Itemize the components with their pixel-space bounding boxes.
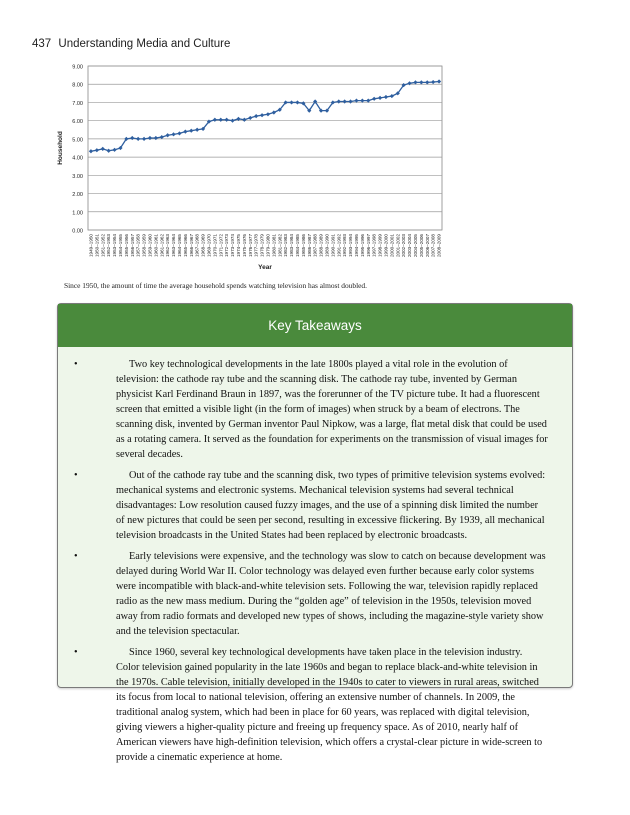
x-tick-label: 1972–1973 [224, 234, 230, 257]
y-tick-label: 2.00 [72, 192, 83, 199]
takeaway-text: Out of the cathode ray tube and the scanning disk, two types of primitive television systems evolved: mechanical systems and electronic systems. Mechanical television systems had several technical disadvantages: Low resolution caused fuzzy images, and the use of a spinning disk limited the number of new pictures that could be seen per second, resulting in excessive flickering. By 1939, all mechanical television broadcasts in the United States had been replaced by electronic broadcasts. [116, 470, 546, 541]
x-tick-label: 1983–1984 [289, 233, 295, 257]
x-tick-label: 2005–2006 [418, 234, 424, 257]
x-tick-label: 1987–1988 [312, 234, 318, 257]
takeaway-item [74, 468, 548, 543]
x-tick-label: 1988–1989 [318, 234, 324, 257]
bullet-icon: • [74, 551, 78, 562]
x-tick-label: 1955–1956 [123, 234, 129, 257]
x-tick-label: 1984–1985 [294, 234, 300, 257]
x-tick-label: 1962–1963 [165, 234, 171, 257]
bullet-icon: • [74, 470, 78, 481]
x-tick-label: 1959–1960 [147, 234, 153, 257]
x-tick-label: 1963–1964 [171, 234, 177, 257]
running-header [32, 38, 230, 50]
x-tick-label: 1967–1968 [194, 234, 200, 257]
y-tick-label: 5.00 [72, 137, 83, 144]
x-tick-label: 1973–1974 [230, 234, 236, 257]
x-tick-label: 1960–1961 [153, 234, 159, 257]
x-tick-label: 2007–2008 [430, 234, 436, 257]
x-tick-label: 1968–1969 [200, 234, 206, 257]
x-tick-label: 1995–1996 [359, 234, 365, 257]
takeaway-item [74, 357, 548, 462]
y-tick-label: 9.00 [72, 64, 83, 71]
x-tick-label: 1966–1967 [188, 234, 194, 257]
x-tick-label: 2006–2007 [424, 234, 430, 257]
x-tick-label: 2008–2009 [436, 234, 442, 257]
takeaway-text: Since 1960, several key technological developments have taken place in the television industry. Color television gained popularity in the late 1960s and began to replace black-and-white television in the 1970s. Cable television, initially developed in the 1940s to cater to viewers in rural areas, switched its focus from local to national television, offering an extensive number of channels. In 2009, the traditional analog system, which had been in place for 60 years, was replaced with digital television, giving viewers a higher-quality picture and freeing up frequency space. As of 2010, nearly half of American viewers have high-definition television, which offers a crystal-clear picture in wide-screen to provide a cinematic experience at home. [116, 647, 543, 763]
x-tick-label: 1956–1957 [129, 234, 135, 257]
x-tick-label: 1998–1999 [377, 234, 383, 257]
x-tick-label: 1994–1995 [353, 234, 359, 257]
x-tick-label: 1954–1955 [117, 234, 123, 257]
x-tick-label: 1993–1994 [348, 234, 354, 257]
x-tick-label: 1957–1958 [135, 234, 141, 257]
x-axis-label: Year [258, 264, 272, 271]
figure-caption: Since 1950, the amount of time the average household spends watching television has almost doubled. [64, 281, 367, 290]
x-tick-label: 1950–1951 [94, 234, 100, 257]
key-takeaways-box [57, 303, 573, 763]
takeaway-text: Early televisions were expensive, and the technology was slow to catch on because development was delayed during World War II. Color technology was delayed even further because early color systems were incompatible with black-and-white television sets. Following the war, television rapidly replaced radio as the new mass medium. During the “golden age” of television in the 1950s, television moved away from radio formats and developed new types of shows, including the magazine-style variety show and the television spectacular. [116, 551, 546, 637]
x-tick-label: 1978–1979 [259, 234, 265, 257]
key-takeaways-heading: Key Takeaways [58, 304, 572, 347]
y-tick-label: 3.00 [72, 173, 83, 180]
plot-area [88, 66, 442, 230]
x-tick-label: 1969–1970 [206, 234, 212, 257]
x-tick-label: 1970–1971 [212, 234, 218, 257]
chapter-title: Understanding Media and Culture [58, 38, 231, 50]
y-tick-label: 8.00 [72, 82, 83, 89]
x-tick-label: 1975–1976 [241, 234, 247, 257]
x-tick-label: 2003–2004 [407, 234, 413, 257]
x-tick-label: 1961–1962 [159, 234, 165, 257]
x-tick-label: 1992–1993 [342, 234, 348, 257]
x-tick-label: 1964–1965 [176, 234, 182, 257]
takeaway-item [74, 549, 548, 639]
x-tick-label: 1979–1980 [265, 234, 271, 257]
x-tick-label: 1986–1987 [306, 234, 312, 257]
x-tick-label: 1999–2000 [383, 234, 389, 257]
x-tick-label: 1971–1972 [218, 234, 224, 257]
x-tick-label: 1951–1952 [100, 234, 106, 257]
y-tick-label: 7.00 [72, 100, 83, 107]
y-tick-label: 4.00 [72, 155, 83, 162]
x-tick-label: 1974–1975 [235, 234, 241, 257]
x-tick-label: 1997–1998 [371, 234, 377, 257]
x-tick-label: 1976–1977 [247, 234, 253, 257]
tv-viewing-line-chart [52, 58, 452, 273]
x-tick-label: 1952–1953 [106, 234, 112, 257]
x-tick-label: 2004–2005 [412, 234, 418, 257]
bullet-icon: • [74, 647, 78, 658]
y-axis-label: Household [57, 131, 64, 165]
x-tick-label: 1989–1990 [324, 234, 330, 257]
x-tick-label: 1977–1978 [253, 234, 259, 257]
x-tick-label: 1996–1997 [365, 234, 371, 257]
takeaway-text: Two key technological developments in the late 1800s played a vital role in the evolution of television: the cathode ray tube and the scanning disk. The cathode ray tube, invented by German physicist Karl Ferdinand Braun in 1897, was the forerunner of the TV picture tube. It had a fluorescent screen that emitted a visible light (in the form of images) when struck by a beam of electrons. The scanning disk, invented by German inventor Paul Nipkow, was a large, flat metal disk that could be used as a rotating camera. It served as the foundation for experiments on the transmission of visual images for several decades. [116, 359, 548, 460]
x-tick-label: 1953–1954 [112, 234, 118, 257]
x-tick-label: 1980–1981 [271, 234, 277, 257]
y-tick-label: 0.00 [72, 228, 83, 235]
x-tick-label: 2002–2003 [401, 234, 407, 257]
x-tick-label: 1958–1959 [141, 234, 147, 257]
bullet-icon: • [74, 359, 78, 370]
x-tick-label: 2000–2001 [389, 234, 395, 257]
page-number: 437 [32, 38, 52, 50]
x-tick-label: 1965–1966 [182, 234, 188, 257]
x-tick-label: 1985–1986 [300, 234, 306, 257]
y-tick-label: 1.00 [72, 210, 83, 217]
x-tick-label: 1982–1983 [283, 234, 289, 257]
x-tick-label: 1990–1991 [330, 234, 336, 257]
x-tick-label: 2001–2002 [395, 234, 401, 257]
takeaway-item [74, 645, 548, 765]
takeaways-list [58, 347, 572, 765]
x-tick-label: 1949–1950 [88, 234, 94, 257]
x-tick-label: 1991–1992 [336, 234, 342, 257]
y-tick-label: 6.00 [72, 119, 83, 126]
x-tick-label: 1981–1982 [277, 234, 283, 257]
